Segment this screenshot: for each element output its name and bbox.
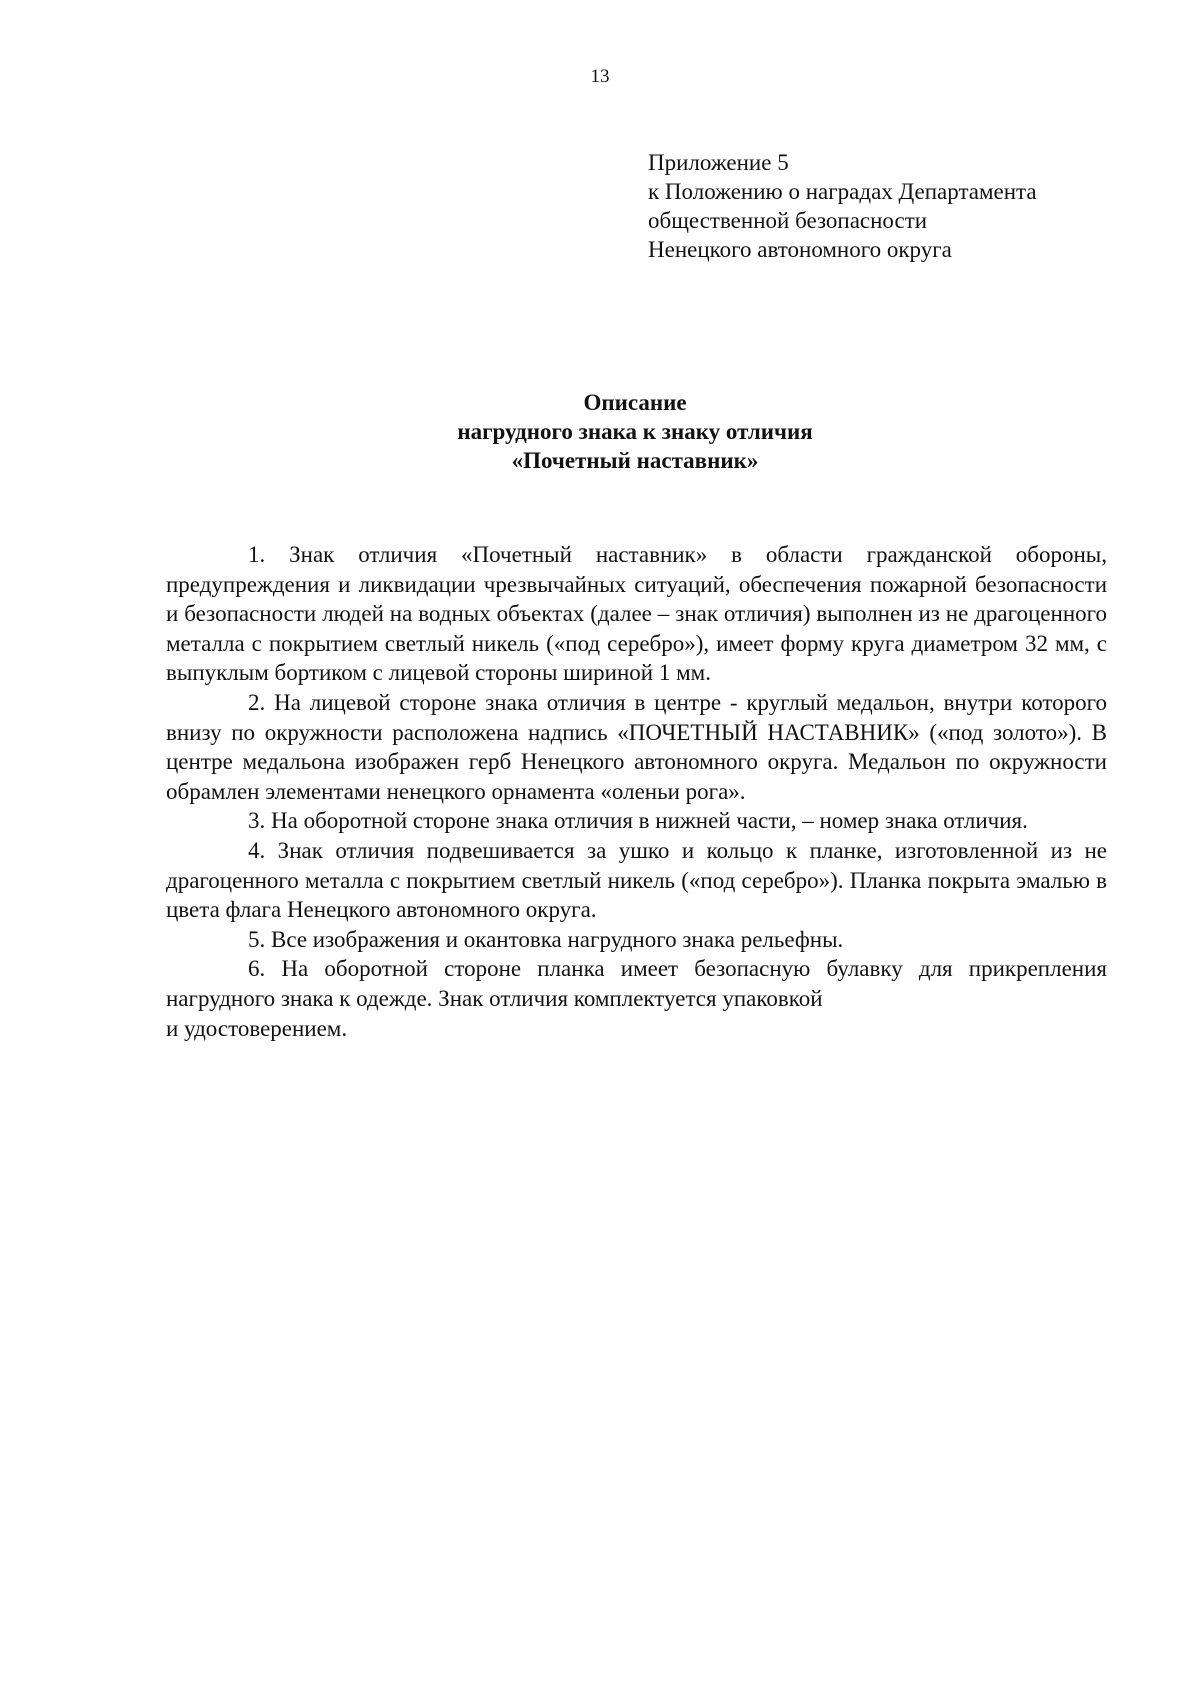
document-title [0, 388, 1200, 475]
paragraph-5: 5. Все изображения и окантовка нагрудного знака рельефны. [248, 926, 844, 952]
paragraph-3: 3. На оборотной стороне знака отличия в нижней части, – номер знака отличия. [248, 808, 1028, 834]
title-line: Описание [583, 390, 687, 415]
title-line: «Почетный наставник» [511, 448, 759, 473]
paragraph-4: 4. Знак отличия подвешивается за ушко и кольцо к планке, изготовленной из не драгоценного металла с покрытием светлый никель («под серебро»). Планка покрыта эмалью в цвета флага Ненецкого автономного округа. [166, 837, 1107, 923]
page-number: 13 [590, 66, 610, 87]
title-line: нагрудного знака к знаку отличия [457, 419, 813, 444]
appendix-line: к Положению о наградах Департамента [648, 179, 1037, 204]
appendix-line: общественной безопасности [648, 208, 928, 233]
document-body [166, 540, 1107, 1043]
paragraph-6: 6. На оборотной стороне планка имеет безопасную булавку для прикрепления нагрудного знака к одежде. Знак отличия комплектуется упаковкой [166, 956, 1107, 1011]
paragraph-1: 1. Знак отличия «Почетный наставник» в области гражданской обороны, предупреждения и ликвидации чрезвычайных ситуаций, обеспечения пожарной безопасности и безопасности людей на водных объектах (далее – знак отличия) выполнен из не драгоценного металла с покрытием светлый никель («под серебро»), имеет форму круга диаметром 32 мм, с выпуклым бортиком с лицевой стороны шириной 1 мм. [166, 542, 1107, 686]
appendix-line: Ненецкого автономного округа [648, 237, 952, 262]
paragraph-2: 2. На лицевой стороне знака отличия в центре - круглый медальон, внутри которого внизу по окружности расположена надпись «ПОЧЕТНЫЙ НАСТАВНИК» («под золото»). В центре медальона изображен герб Ненецкого автономного округа. Медальон по окружности обрамлен элементами ненецкого орнамента «оленьи рога». [166, 689, 1107, 804]
appendix-header [648, 148, 1037, 264]
paragraph-6-continuation: и удостоверением. [166, 1015, 348, 1041]
appendix-line: Приложение 5 [648, 150, 789, 175]
